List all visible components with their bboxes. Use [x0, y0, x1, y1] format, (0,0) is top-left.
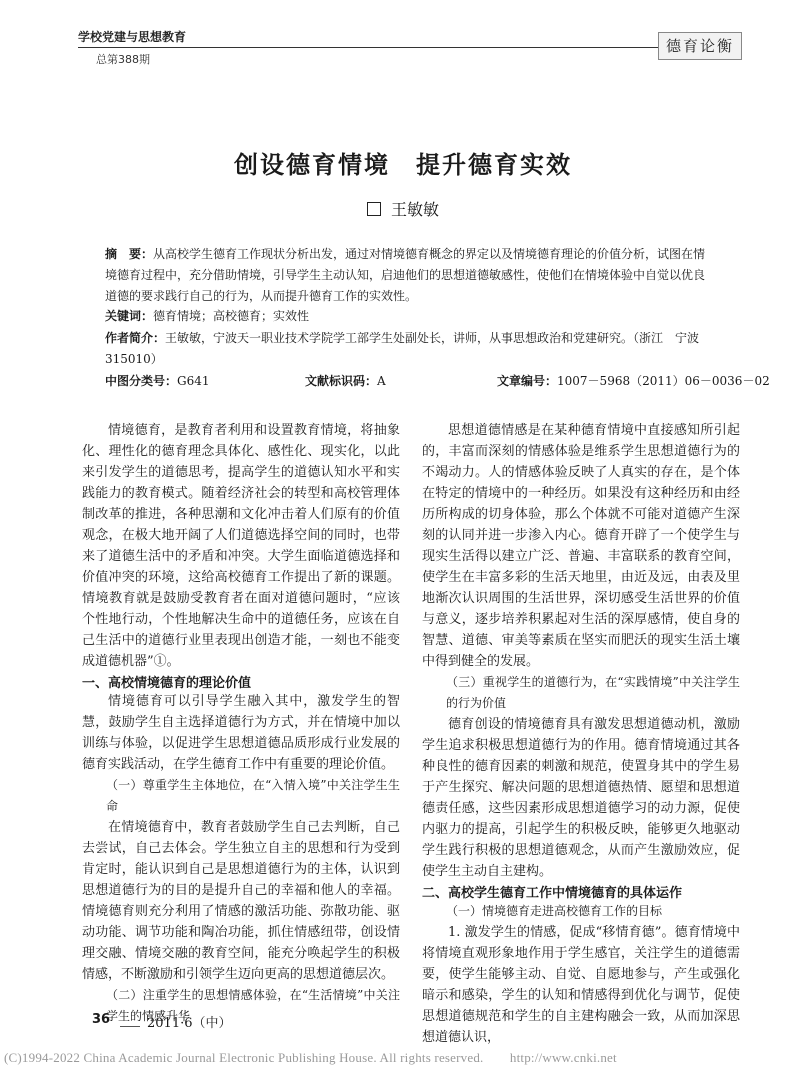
issue-date: 2011·6（中） [147, 1016, 232, 1031]
doc-code-label: 文献标识码： [305, 374, 378, 388]
doc-code: 文献标识码：A [305, 374, 386, 388]
keywords [105, 306, 715, 327]
classification-row [105, 372, 770, 392]
abstract-label: 摘 要： [105, 247, 154, 261]
clc-code: 中图分类号：G641 [105, 374, 210, 388]
left-column [82, 420, 400, 1027]
author-line [0, 197, 806, 220]
abstract [105, 244, 715, 307]
keywords-label: 关键词： [105, 309, 154, 323]
footer-rule [120, 1026, 140, 1027]
column-badge: 德育论衡 [658, 32, 742, 60]
author-box-icon [367, 202, 381, 216]
header-rule [78, 47, 718, 48]
article-title: 创设德育情境 提升德育实效 [234, 151, 572, 179]
abstract-text: 从高校学生德育工作现状分析出发，通过对情境德育概念的界定以及情境德育理论的价值分析，试图在情境德育过程中，充分借助情境，引导学生主动认知，启迪他们的思想道德敏感性，使他们在情境体验中自觉以优良道德的要求践行自己的行为，从而提升德育工作的实效性。 [105, 247, 706, 303]
copyright-notice: (C)1994-2022 China Academic Journal Electronic Publishing House. All rights reserved. http://www.cnki.net [4, 1050, 617, 1065]
journal-name: 学校党建与思想教育 [78, 30, 187, 44]
section-heading: （二）注重学生的思想情感体验，在“生活情境”中关注学生的情感升华 [106, 988, 400, 1023]
article-number: 文章编号：1007－5968（2011）06－0036－02 [497, 374, 770, 388]
keywords-text: 德育情境；高校德育；实效性 [153, 309, 310, 323]
issue-number: 总第388期 [96, 53, 150, 66]
bio-label: 作者简介： [105, 331, 166, 345]
body-paragraph: 1. 激发学生的情感，促成“移情育德”。德育情境中将情境直观形象地作用于学生感官，关注学生的道德需要，使学生能够主动、自觉、自愿地参与，产生或强化暗示和感染，学生的认知和情感得到优化与调节，促使思想道德规范和学生的自主建构融会一致，从而加深思想道德认识， [422, 925, 740, 1045]
right-column [422, 420, 740, 1048]
clc-label: 中图分类号： [105, 374, 178, 388]
bio-text: 王敏敏，宁波天一职业技术学院学工部学生处副处长，讲师，从事思想政治和党建研究。（浙江 宁波 315010） [105, 331, 712, 366]
section-heading: 二、高校学生德育工作中情境德育的具体运作 [422, 886, 683, 901]
section-heading: （一）尊重学生主体地位，在“入情入境”中关注学生生命 [106, 778, 400, 813]
author-name: 王敏敏 [390, 200, 439, 219]
body-paragraph: 在情境德育中，教育者鼓励学生自己去判断，自己去尝试，自己去体会。学生独立自主的思想和行为受到肯定时，能认识到自己是思想道德行为的主体，认识到思想道德行为的目的是提升自己的幸福和他人的幸福。情境德育则充分利用了情感的激活功能、弥散功能、驱动功能、调节功能和陶冶功能，抓住情感纽带，创设情理交融、情境交融的教育空间，能充分唤起学生的积极情感，不断激励和引领学生迈向更高的思想道德层次。 [82, 820, 400, 982]
body-paragraph: 思想道德情感是在某种德育情境中直接感知所引起的，丰富而深刻的情感体验是维系学生思想道德行为的不竭动力。人的情感体验反映了人真实的存在，是个体在特定的情境中的一种经历。如果没有这种经历和由经历所构成的切身体验，那么个体就不可能对道德产生深刻的认同并进一步渗入内心。德育开辟了一个使学生与现实生活得以建立广泛、普遍、丰富联系的教育空间，使学生在丰富多彩的生活天地里，由近及远，由表及里地渐次认识周围的生活世界，深切感受生活世界的价值与意义，逐步培养积累起对生活的深厚感情，使自身的智慧、道德、审美等素质在坚实而肥沃的现实生活土壤中得到健全的发展。 [422, 423, 740, 669]
section-heading: （一）情境德育走进高校德育工作的目标 [446, 904, 663, 918]
body-paragraph: 德育创设的情境德育具有激发思想道德动机，激励学生追求积极思想道德行为的作用。德育情境通过其各种良性的德育因素的刺激和规范，使置身其中的学生易于产生探究、解决问题的思想道德热情、愿望和思想道德责任感，这些因素形成思想道德学习的动力源，促使内驱力的提高，引起学生的积极反映，能够更久地驱动学生践行积极的思想道德观念，从而产生激励效应，促使学生主动自主建构。 [422, 717, 740, 879]
article-no-label: 文章编号： [497, 374, 558, 388]
author-bio [105, 328, 715, 370]
section-heading: （三）重视学生的道德行为，在“实践情境”中关注学生的行为价值 [446, 675, 740, 710]
body-paragraph: 情境德育，是教育者利用和设置教育情境，将抽象化、理性化的德育理念具体化、感性化、现实化，以此来引发学生的道德思考，提高学生的道德认知水平和实践能力的教育模式。随着经济社会的转型和高校管理体制改革的推进，各种思潮和文化冲击着人们原有的价值观念，在极大地开阔了人们道德选择空间的同时，也带来了道德生活中的矛盾和冲突。大学生面临道德选择和价值冲突的环境，这给高校德育工作提出了新的课题。情境教育就是鼓励受教育者在面对道德问题时，“应该个性地行动，个性地解决生命中的道德任务，应该在自己生活中的道德行业里表现出创造才能，一刻也不能变成道德机器”①。 [82, 423, 400, 669]
section-heading: 一、高校情境德育的理论价值 [82, 676, 252, 691]
body-paragraph: 情境德育可以引导学生融入其中，激发学生的智慧，鼓励学生自主选择道德行为方式，并在情境中加以训练与体验，以促进学生思想道德品质形成行业发展的德育实践活动，在学生德育工作中有重要的理论价值。 [82, 694, 400, 772]
page-number: 36 [92, 1012, 111, 1027]
